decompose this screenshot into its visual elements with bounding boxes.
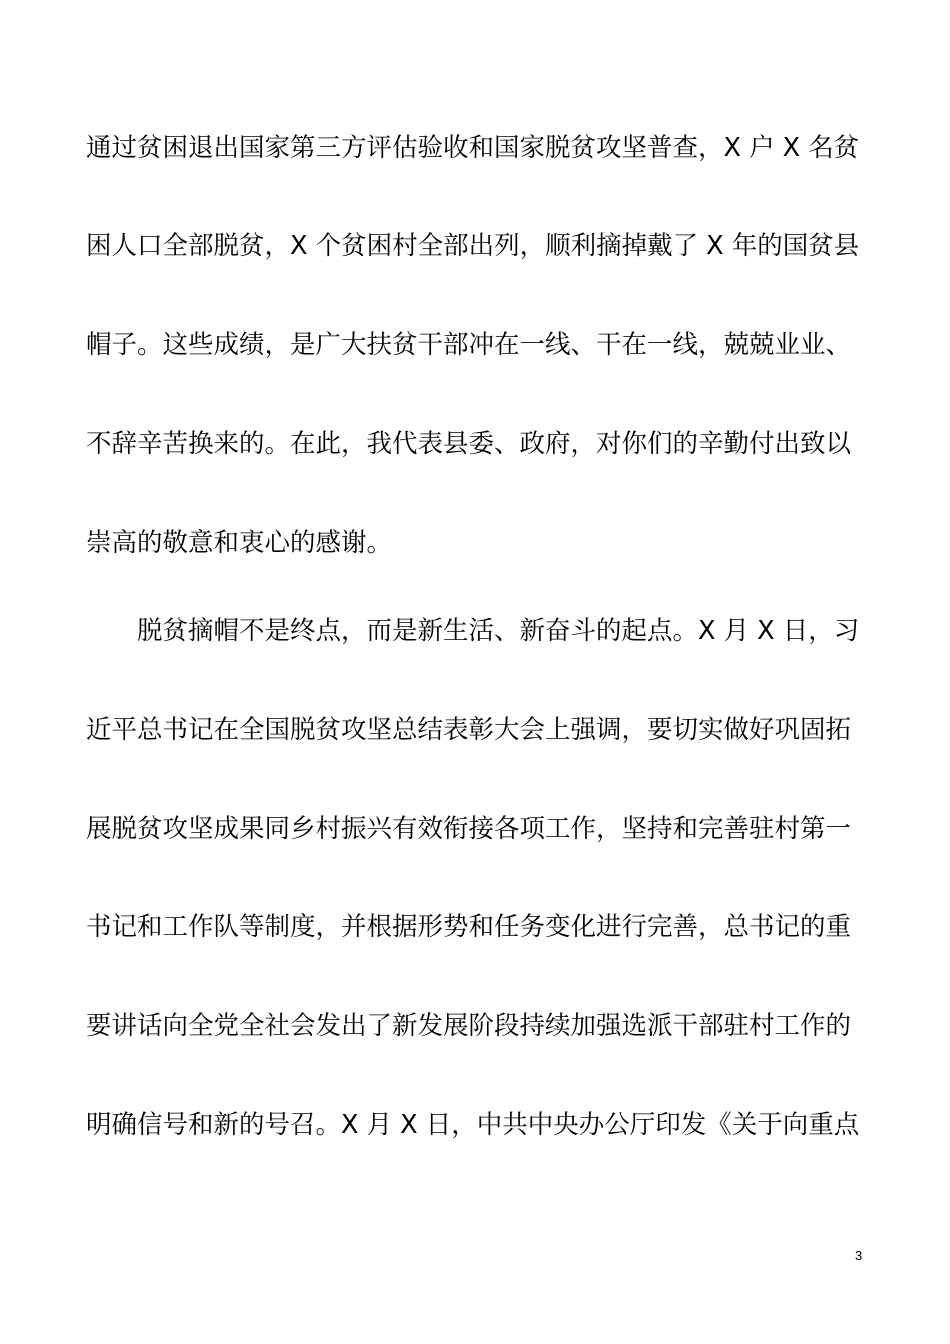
text-line-4: 不辞辛苦换来的。在此，我代表县委、政府，对你们的辛勤付出致以: [86, 429, 852, 459]
page-number: 3: [855, 1248, 863, 1263]
text-line-2: 困人口全部脱贫，X 个贫困村全部出列，顺利摘掉戴了 X 年的国贫县: [86, 231, 860, 261]
text-line-5: 崇高的敬意和衷心的感谢。: [86, 528, 393, 558]
text-line-9: 书记和工作队等制度，并根据形势和任务变化进行完善，总书记的重: [86, 912, 852, 942]
text-line-7: 近平总书记在全国脱贫攻坚总结表彰大会上强调，要切实做好巩固拓: [86, 715, 852, 745]
text-line-11: 明确信号和新的号召。X 月 X 日，中共中央办公厅印发《关于向重点: [86, 1110, 860, 1140]
text-line-1: 通过贫困退出国家第三方评估验收和国家脱贫攻坚普查，X 户 X 名贫: [86, 133, 860, 163]
text-line-8: 展脱贫攻坚成果同乡村振兴有效衔接各项工作，坚持和完善驻村第一: [86, 814, 852, 844]
paragraph-2-line-1: 脱贫摘帽不是终点，而是新生活、新奋斗的起点。X 月 X 日，习: [137, 616, 860, 646]
text-line-10: 要讲话向全党全社会发出了新发展阶段持续加强选派干部驻村工作的: [86, 1011, 852, 1041]
text-line-3: 帽子。这些成绩，是广大扶贫干部冲在一线、干在一线，兢兢业业、: [86, 330, 852, 360]
